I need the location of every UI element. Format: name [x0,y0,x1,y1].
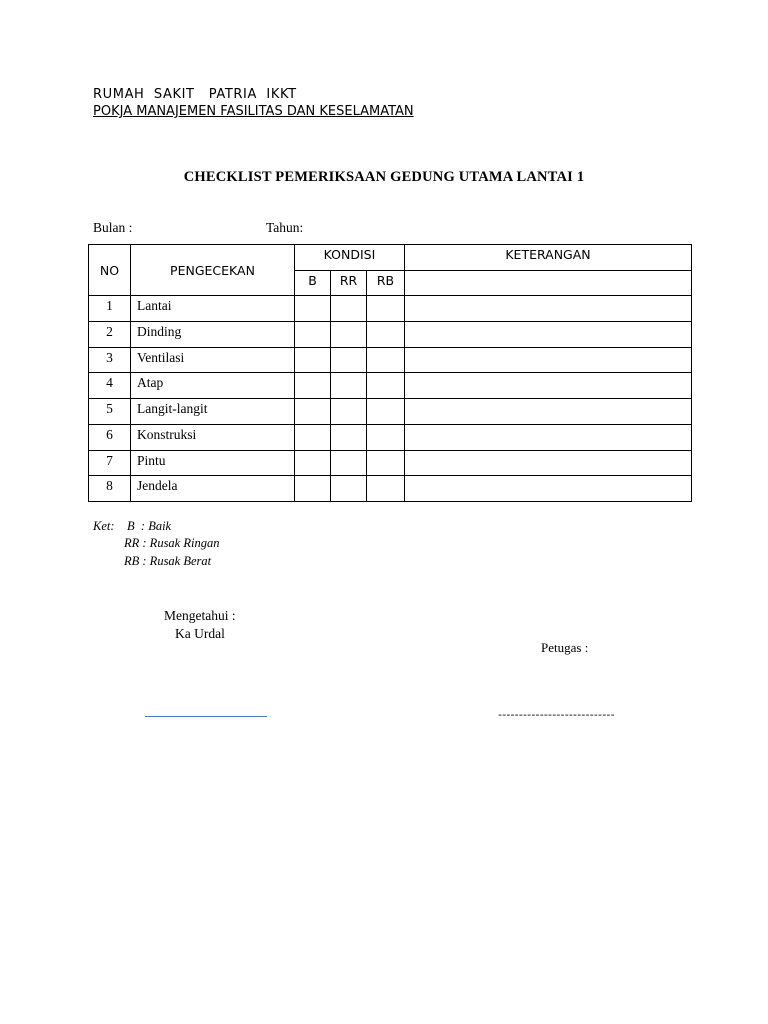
table-row [89,399,692,425]
table-row [89,347,692,373]
year-label: Tahun: [266,220,304,235]
cell-b [295,399,331,425]
row-number: 8 [89,476,131,502]
cell-b [295,322,331,348]
cell-b [295,450,331,476]
cell-rr [331,322,367,348]
cell-notes [405,450,692,476]
cell-rr [331,476,367,502]
cell-rb [367,322,405,348]
signature-line-right: ---------------------------- [498,708,615,721]
row-number: 4 [89,373,131,399]
cell-rr [331,296,367,322]
table-row [89,373,692,399]
header-check: PENGECEKAN [131,245,295,296]
cell-rr [331,347,367,373]
role-label: Ka Urdal [175,626,225,641]
cell-rr [331,424,367,450]
cell-notes [405,296,692,322]
row-item: Langit-langit [131,399,295,425]
working-group-name: POKJA MANAJEMEN FASILITAS DAN KESELAMATAN [93,104,414,119]
cell-b [295,347,331,373]
header-no: NO [89,245,131,296]
cell-notes [405,399,692,425]
month-label: Bulan : [93,220,133,235]
cell-rb [367,399,405,425]
legend-baik: Ket: B : Baik [93,519,172,533]
table-row [89,322,692,348]
cell-rb [367,476,405,502]
header-sub-rr: RR [331,270,367,296]
signature-line-left [145,716,267,717]
document-title: CHECKLIST PEMERIKSAAN GEDUNG UTAMA LANTAI 1 [183,169,585,185]
row-number: 5 [89,399,131,425]
header-notes-blank [405,270,692,296]
hospital-name: RUMAH SAKIT PATRIA IKKT [93,87,297,102]
cell-b [295,476,331,502]
row-item: Lantai [131,296,295,322]
legend-rusak-ringan: RR : Rusak Ringan [124,536,220,550]
officer-label: Petugas : [541,640,589,655]
acknowledged-label: Mengetahui : [164,608,236,623]
cell-rb [367,424,405,450]
cell-rb [367,450,405,476]
table-row [89,476,692,502]
cell-rb [367,296,405,322]
row-item: Konstruksi [131,424,295,450]
row-number: 6 [89,424,131,450]
cell-notes [405,347,692,373]
cell-rr [331,450,367,476]
cell-notes [405,373,692,399]
row-number: 1 [89,296,131,322]
row-number: 7 [89,450,131,476]
checklist-table [88,244,692,502]
header-sub-rb: RB [367,270,405,296]
cell-rb [367,373,405,399]
row-item: Pintu [131,450,295,476]
cell-notes [405,424,692,450]
header-condition: KONDISI [295,245,405,271]
legend-rusak-berat: RB : Rusak Berat [124,554,212,568]
row-number: 2 [89,322,131,348]
cell-notes [405,322,692,348]
row-item: Atap [131,373,295,399]
header-sub-b: B [295,270,331,296]
row-item: Ventilasi [131,347,295,373]
cell-rr [331,399,367,425]
table-row [89,450,692,476]
table-row [89,424,692,450]
row-number: 3 [89,347,131,373]
cell-b [295,424,331,450]
cell-notes [405,476,692,502]
cell-b [295,373,331,399]
table-row [89,296,692,322]
cell-rr [331,373,367,399]
row-item: Jendela [131,476,295,502]
cell-rb [367,347,405,373]
cell-b [295,296,331,322]
header-notes: KETERANGAN [405,245,692,271]
row-item: Dinding [131,322,295,348]
